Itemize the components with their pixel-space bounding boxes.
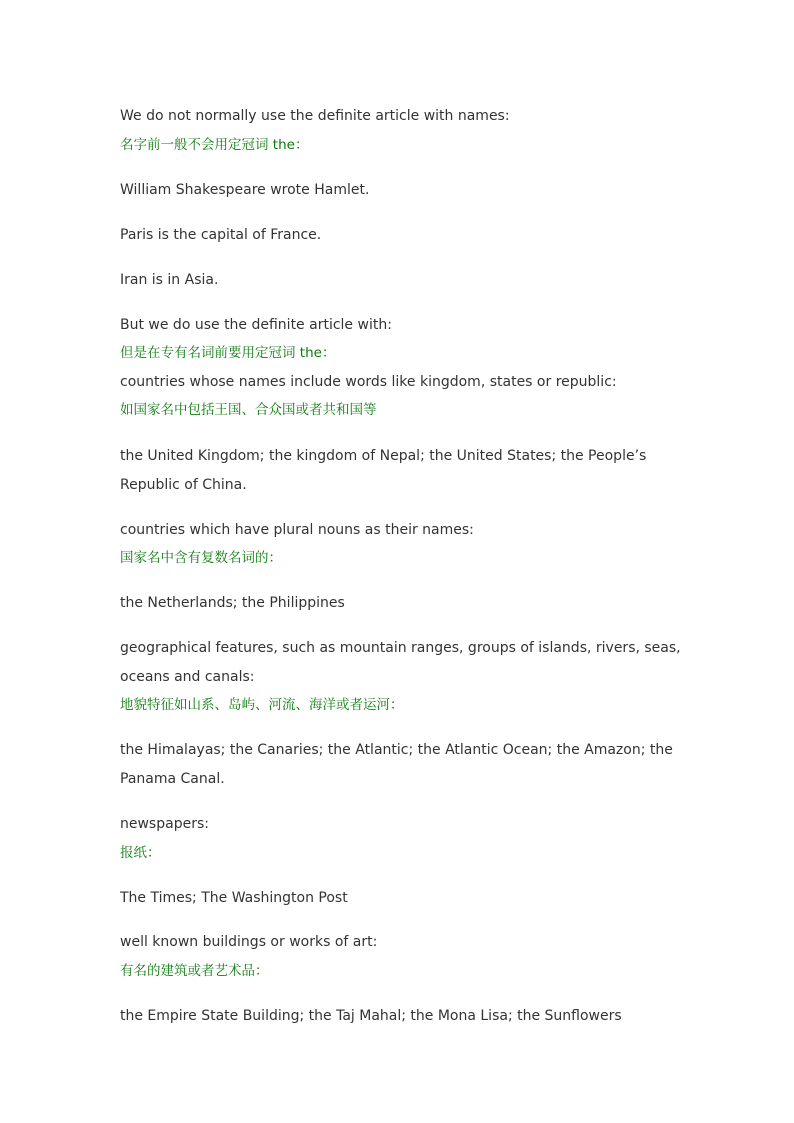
rule-translation: 报纸： [120,845,161,861]
rule-translation: 地貌特征如山系、岛屿、河流、海洋或者运河： [120,697,404,713]
rule-text: newspapers: [120,816,209,832]
example-sentence: Paris is the capital of France. [120,227,322,243]
example-sentence: Iran is in Asia. [120,272,219,288]
example-line: the Netherlands; the Philippines [120,595,345,611]
rule-text: countries whose names include words like kingdom, states or republic: [120,374,617,390]
rule-text: geographical features, such as mountain ranges, groups of islands, rivers, seas, [120,640,681,656]
intro-translation: 名字前一般不会用定冠词 the： [120,137,309,153]
example-line: Panama Canal. [120,771,225,787]
example-line: The Times; The Washington Post [120,890,348,906]
example-line: Republic of China. [120,477,247,493]
example-line: the Empire State Building; the Taj Mahal; the Mona Lisa; the Sunflowers [120,1008,622,1024]
example-line: the United Kingdom; the kingdom of Nepal; the United States; the People’s [120,448,647,464]
intro-text: We do not normally use the definite article with names: [120,108,510,124]
rule-text: well known buildings or works of art: [120,934,378,950]
example-sentence: William Shakespeare wrote Hamlet. [120,182,370,198]
rule-text: oceans and canals: [120,669,255,685]
but-intro-text: But we do use the definite article with: [120,317,392,333]
rule-translation: 国家名中含有复数名词的： [120,550,282,566]
rule-translation: 如国家名中包括王国、合众国或者共和国等 [120,402,377,418]
example-line: the Himalayas; the Canaries; the Atlantic; the Atlantic Ocean; the Amazon; the [120,742,673,758]
rule-translation: 有名的建筑或者艺术品： [120,963,269,979]
rule-text: countries which have plural nouns as their names: [120,522,474,538]
but-intro-translation: 但是在专有名词前要用定冠词 the： [120,345,336,361]
